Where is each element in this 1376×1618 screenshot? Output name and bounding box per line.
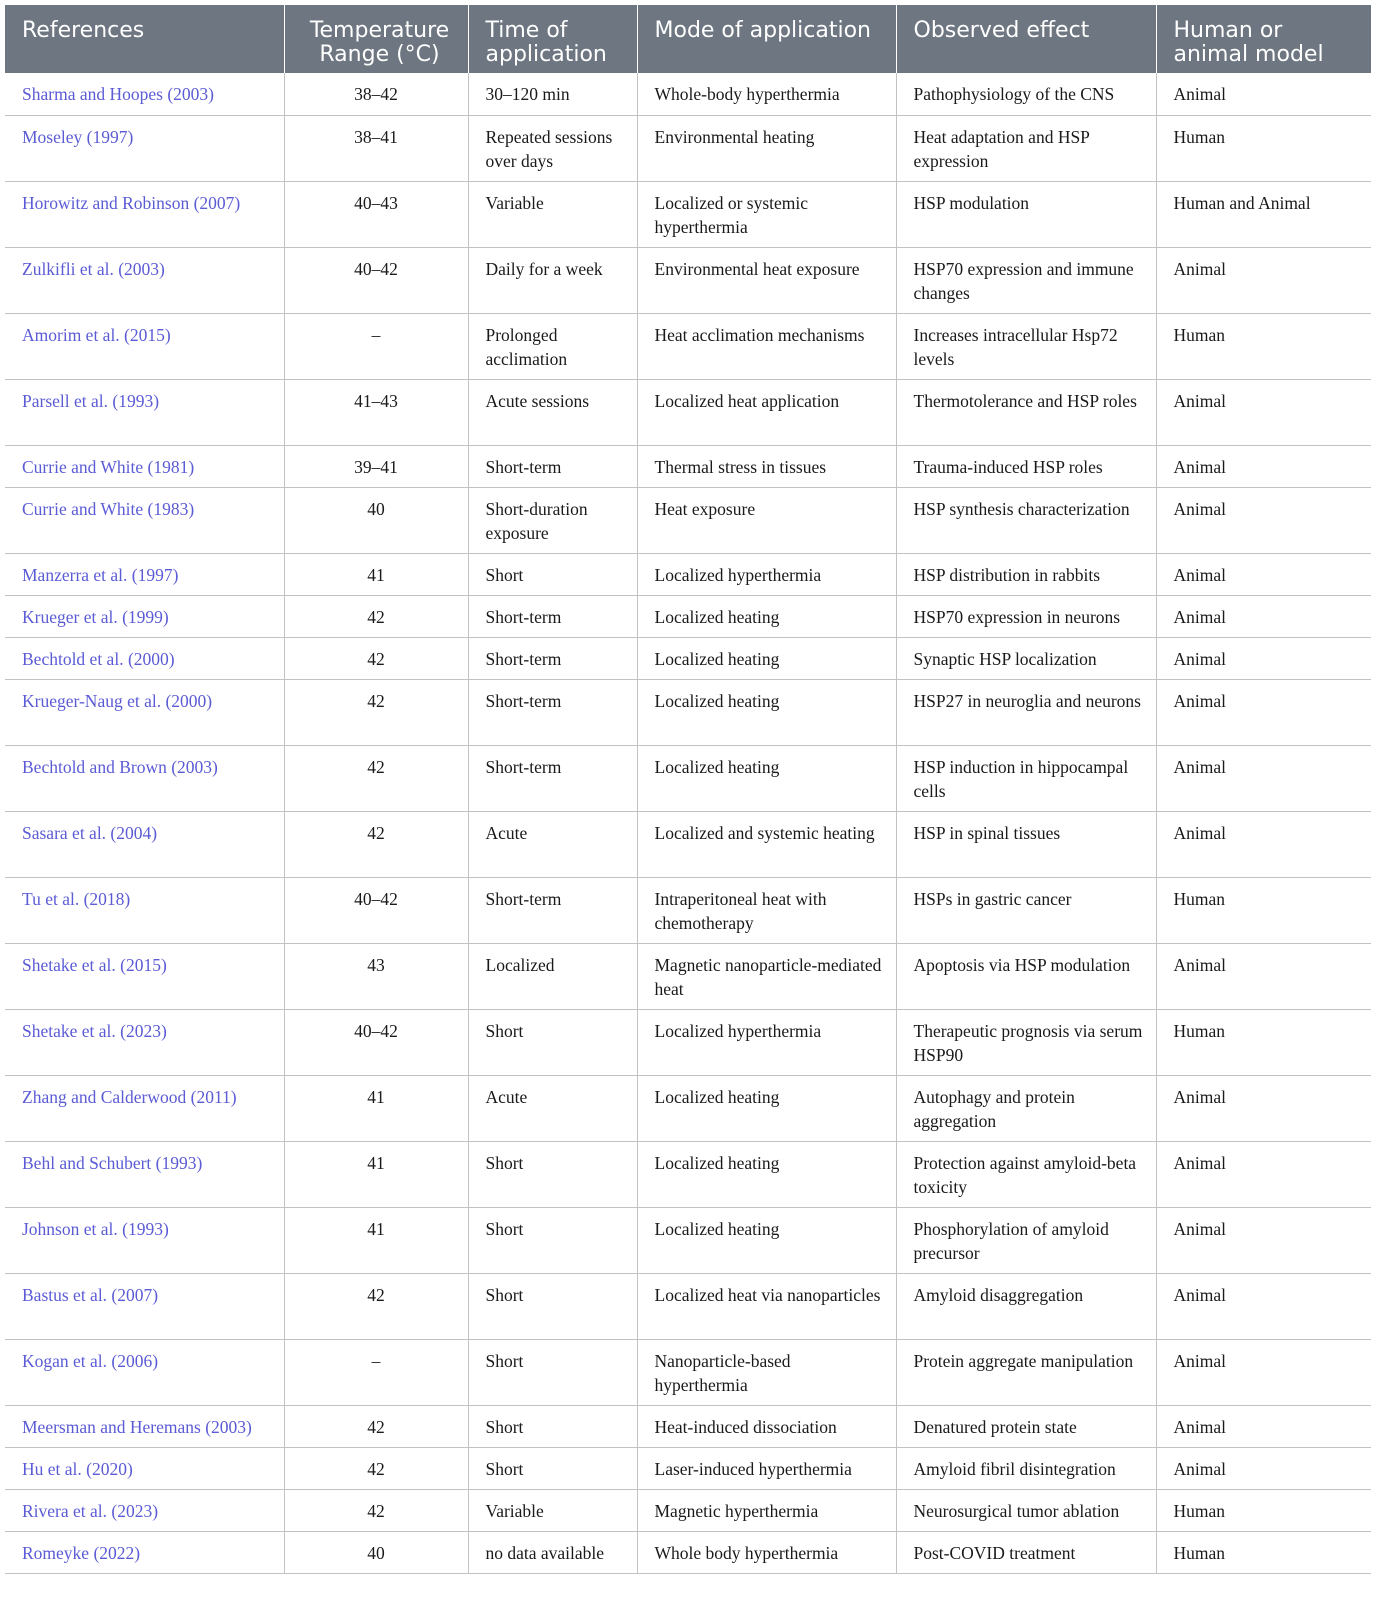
time-cell: Short [468, 1141, 637, 1207]
table-row [5, 181, 1371, 247]
table-row [5, 115, 1371, 181]
reference-link[interactable]: Currie and White (1981) [5, 445, 284, 487]
table-row [5, 313, 1371, 379]
effect-cell: HSP synthesis characterization [896, 487, 1156, 553]
time-cell: Short-term [468, 679, 637, 745]
temperature-cell: 40–42 [284, 1009, 468, 1075]
model-cell: Human and Animal [1156, 181, 1371, 247]
reference-link[interactable]: Krueger-Naug et al. (2000) [5, 679, 284, 745]
temperature-cell: 40–42 [284, 877, 468, 943]
temperature-cell: 42 [284, 811, 468, 877]
model-cell: Animal [1156, 811, 1371, 877]
model-cell: Human [1156, 877, 1371, 943]
temperature-cell: 41 [284, 1141, 468, 1207]
time-cell: Short-term [468, 595, 637, 637]
table-row [5, 595, 1371, 637]
model-cell: Animal [1156, 1273, 1371, 1339]
reference-link[interactable]: Zhang and Calderwood (2011) [5, 1075, 284, 1141]
temperature-cell: 42 [284, 745, 468, 811]
temperature-cell: 39–41 [284, 445, 468, 487]
time-cell: Prolonged acclimation [468, 313, 637, 379]
time-cell: Short-duration exposure [468, 487, 637, 553]
effect-cell: Therapeutic prognosis via serum HSP90 [896, 1009, 1156, 1075]
time-cell: no data available [468, 1531, 637, 1573]
table-row [5, 1075, 1371, 1141]
reference-link[interactable]: Moseley (1997) [5, 115, 284, 181]
reference-link[interactable]: Bechtold et al. (2000) [5, 637, 284, 679]
effect-cell: Protein aggregate manipulation [896, 1339, 1156, 1405]
model-cell: Animal [1156, 637, 1371, 679]
table-row [5, 877, 1371, 943]
temperature-cell: 42 [284, 1489, 468, 1531]
reference-link[interactable]: Hu et al. (2020) [5, 1447, 284, 1489]
model-cell: Animal [1156, 943, 1371, 1009]
effect-cell: Amyloid disaggregation [896, 1273, 1156, 1339]
effect-cell: HSP70 expression and immune changes [896, 247, 1156, 313]
table-row [5, 445, 1371, 487]
time-cell: Acute sessions [468, 379, 637, 445]
reference-link[interactable]: Behl and Schubert (1993) [5, 1141, 284, 1207]
time-cell: Short [468, 1009, 637, 1075]
table-row [5, 637, 1371, 679]
reference-link[interactable]: Amorim et al. (2015) [5, 313, 284, 379]
model-cell: Animal [1156, 379, 1371, 445]
mode-cell: Magnetic nanoparticle-mediated heat [637, 943, 896, 1009]
reference-link[interactable]: Manzerra et al. (1997) [5, 553, 284, 595]
mode-cell: Localized heating [637, 1207, 896, 1273]
effect-cell: Increases intracellular Hsp72 levels [896, 313, 1156, 379]
effect-cell: Protection against amyloid-beta toxicity [896, 1141, 1156, 1207]
time-cell: Short [468, 1273, 637, 1339]
temperature-cell: 40–43 [284, 181, 468, 247]
reference-link[interactable]: Tu et al. (2018) [5, 877, 284, 943]
effect-cell: Heat adaptation and HSP expression [896, 115, 1156, 181]
temperature-cell: 43 [284, 943, 468, 1009]
temperature-cell: 38–41 [284, 115, 468, 181]
effect-cell: Phosphorylation of amyloid precursor [896, 1207, 1156, 1273]
table-row [5, 1489, 1371, 1531]
model-cell: Human [1156, 115, 1371, 181]
mode-cell: Localized heating [637, 1141, 896, 1207]
model-cell: Animal [1156, 595, 1371, 637]
effect-cell: Amyloid fibril disintegration [896, 1447, 1156, 1489]
effect-cell: HSP distribution in rabbits [896, 553, 1156, 595]
mode-cell: Localized heating [637, 637, 896, 679]
time-cell: Short [468, 1405, 637, 1447]
table-row [5, 679, 1371, 745]
model-cell: Animal [1156, 1207, 1371, 1273]
model-cell: Animal [1156, 1447, 1371, 1489]
time-cell: Short-term [468, 745, 637, 811]
temperature-cell: 42 [284, 595, 468, 637]
mode-cell: Localized hyperthermia [637, 1009, 896, 1075]
time-cell: Short [468, 1447, 637, 1489]
reference-link[interactable]: Parsell et al. (1993) [5, 379, 284, 445]
effect-cell: HSP modulation [896, 181, 1156, 247]
time-cell: Short [468, 1207, 637, 1273]
effect-cell: Autophagy and protein aggregation [896, 1075, 1156, 1141]
reference-link[interactable]: Sharma and Hoopes (2003) [5, 73, 284, 115]
time-cell: Variable [468, 1489, 637, 1531]
reference-link[interactable]: Zulkifli et al. (2003) [5, 247, 284, 313]
header-references: References [5, 5, 284, 73]
model-cell: Animal [1156, 1141, 1371, 1207]
time-cell: 30–120 min [468, 73, 637, 115]
mode-cell: Heat exposure [637, 487, 896, 553]
time-cell: Short [468, 553, 637, 595]
mode-cell: Heat-induced dissociation [637, 1405, 896, 1447]
reference-link[interactable]: Shetake et al. (2015) [5, 943, 284, 1009]
table-row [5, 1447, 1371, 1489]
temperature-cell: 42 [284, 1447, 468, 1489]
temperature-cell: 41 [284, 553, 468, 595]
temperature-cell: 40 [284, 487, 468, 553]
model-cell: Animal [1156, 745, 1371, 811]
time-cell: Short-term [468, 877, 637, 943]
model-cell: Animal [1156, 1339, 1371, 1405]
reference-link[interactable]: Kogan et al. (2006) [5, 1339, 284, 1405]
temperature-cell: 42 [284, 679, 468, 745]
time-cell: Short-term [468, 637, 637, 679]
table-row [5, 1531, 1371, 1573]
effect-cell: HSP27 in neuroglia and neurons [896, 679, 1156, 745]
mode-cell: Environmental heat exposure [637, 247, 896, 313]
mode-cell: Thermal stress in tissues [637, 445, 896, 487]
table-row [5, 1141, 1371, 1207]
effect-cell: Thermotolerance and HSP roles [896, 379, 1156, 445]
header-mode: Mode of application [637, 5, 896, 73]
table-row [5, 553, 1371, 595]
reference-link[interactable]: Meersman and Heremans (2003) [5, 1405, 284, 1447]
time-cell: Daily for a week [468, 247, 637, 313]
header-temperature: Temperature Range (°C) [284, 5, 468, 73]
temperature-cell: – [284, 313, 468, 379]
mode-cell: Whole-body hyperthermia [637, 73, 896, 115]
table-row [5, 943, 1371, 1009]
table-row [5, 247, 1371, 313]
model-cell: Animal [1156, 679, 1371, 745]
temperature-cell: 41–43 [284, 379, 468, 445]
mode-cell: Laser-induced hyperthermia [637, 1447, 896, 1489]
mode-cell: Localized heating [637, 595, 896, 637]
mode-cell: Nanoparticle-based hyperthermia [637, 1339, 896, 1405]
table-row [5, 1009, 1371, 1075]
temperature-cell: 40–42 [284, 247, 468, 313]
mode-cell: Magnetic hyperthermia [637, 1489, 896, 1531]
reference-link[interactable]: Currie and White (1983) [5, 487, 284, 553]
effect-cell: Synaptic HSP localization [896, 637, 1156, 679]
effect-cell: HSP in spinal tissues [896, 811, 1156, 877]
reference-link[interactable]: Romeyke (2022) [5, 1531, 284, 1573]
mode-cell: Localized heating [637, 745, 896, 811]
model-cell: Human [1156, 313, 1371, 379]
mode-cell: Localized heat application [637, 379, 896, 445]
table-row [5, 811, 1371, 877]
time-cell: Acute [468, 811, 637, 877]
table-row [5, 745, 1371, 811]
temperature-cell: – [284, 1339, 468, 1405]
reference-link[interactable]: Horowitz and Robinson (2007) [5, 181, 284, 247]
model-cell: Animal [1156, 1075, 1371, 1141]
time-cell: Variable [468, 181, 637, 247]
effect-cell: HSP induction in hippocampal cells [896, 745, 1156, 811]
reference-link[interactable]: Bastus et al. (2007) [5, 1273, 284, 1339]
effect-cell: HSPs in gastric cancer [896, 877, 1156, 943]
reference-link[interactable]: Sasara et al. (2004) [5, 811, 284, 877]
table-body [5, 73, 1371, 1573]
header-effect: Observed effect [896, 5, 1156, 73]
mode-cell: Localized hyperthermia [637, 553, 896, 595]
model-cell: Animal [1156, 247, 1371, 313]
time-cell: Acute [468, 1075, 637, 1141]
reference-link[interactable]: Shetake et al. (2023) [5, 1009, 284, 1075]
time-cell: Localized [468, 943, 637, 1009]
model-cell: Human [1156, 1489, 1371, 1531]
temperature-cell: 38–42 [284, 73, 468, 115]
temperature-cell: 42 [284, 1273, 468, 1339]
mode-cell: Intraperitoneal heat with chemotherapy [637, 877, 896, 943]
reference-link[interactable]: Johnson et al. (1993) [5, 1207, 284, 1273]
mode-cell: Whole body hyperthermia [637, 1531, 896, 1573]
header-model: Human or animal model [1156, 5, 1371, 73]
reference-link[interactable]: Bechtold and Brown (2003) [5, 745, 284, 811]
header-time: Time of application [468, 5, 637, 73]
effect-cell: Pathophysiology of the CNS [896, 73, 1156, 115]
model-cell: Animal [1156, 553, 1371, 595]
time-cell: Repeated sessions over days [468, 115, 637, 181]
model-cell: Animal [1156, 73, 1371, 115]
temperature-cell: 42 [284, 1405, 468, 1447]
table-row [5, 1207, 1371, 1273]
table-header [5, 5, 1371, 73]
mode-cell: Localized heating [637, 679, 896, 745]
table-row [5, 487, 1371, 553]
effect-cell: Denatured protein state [896, 1405, 1156, 1447]
model-cell: Animal [1156, 1405, 1371, 1447]
temperature-cell: 41 [284, 1075, 468, 1141]
table-row [5, 379, 1371, 445]
model-cell: Animal [1156, 445, 1371, 487]
header-row [5, 5, 1371, 73]
mode-cell: Localized or systemic hyperthermia [637, 181, 896, 247]
effect-cell: Neurosurgical tumor ablation [896, 1489, 1156, 1531]
mode-cell: Environmental heating [637, 115, 896, 181]
mode-cell: Localized heating [637, 1075, 896, 1141]
mode-cell: Localized and systemic heating [637, 811, 896, 877]
table-row [5, 1339, 1371, 1405]
effect-cell: Trauma-induced HSP roles [896, 445, 1156, 487]
model-cell: Human [1156, 1531, 1371, 1573]
table-row [5, 1273, 1371, 1339]
time-cell: Short-term [468, 445, 637, 487]
model-cell: Animal [1156, 487, 1371, 553]
time-cell: Short [468, 1339, 637, 1405]
table-row [5, 1405, 1371, 1447]
temperature-cell: 41 [284, 1207, 468, 1273]
reference-link[interactable]: Krueger et al. (1999) [5, 595, 284, 637]
reference-link[interactable]: Rivera et al. (2023) [5, 1489, 284, 1531]
mode-cell: Heat acclimation mechanisms [637, 313, 896, 379]
table-row [5, 73, 1371, 115]
model-cell: Human [1156, 1009, 1371, 1075]
hyperthermia-hsp-table [5, 5, 1371, 1574]
mode-cell: Localized heat via nanoparticles [637, 1273, 896, 1339]
temperature-cell: 40 [284, 1531, 468, 1573]
effect-cell: HSP70 expression in neurons [896, 595, 1156, 637]
effect-cell: Apoptosis via HSP modulation [896, 943, 1156, 1009]
effect-cell: Post-COVID treatment [896, 1531, 1156, 1573]
temperature-cell: 42 [284, 637, 468, 679]
